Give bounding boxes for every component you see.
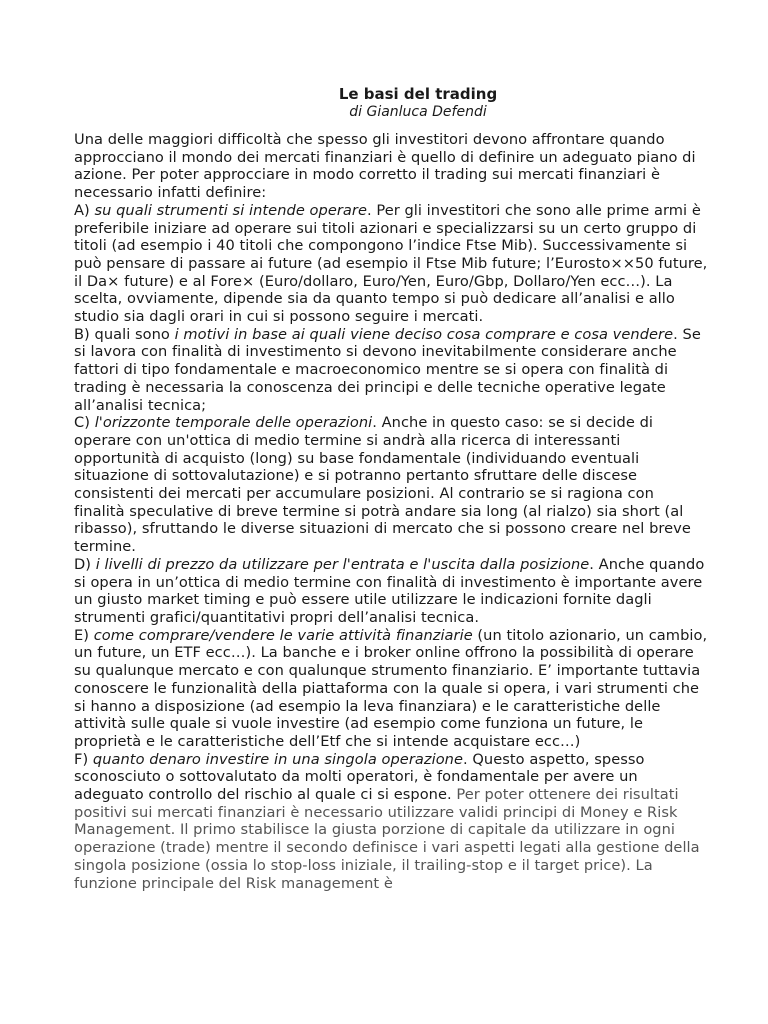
point-c — [74, 414, 708, 556]
point-a-text: . Per gli investitori che sono alle prime armi è preferibile iniziare ad operare sui titoli azionari e specializzarsi su un certo gruppo di titoli (ad esempio i 40 titoli che compongono l’indice Ftse Mib). Successivamente si può pensare di passare ai future (ad esempio il Ftse Mib future; l’Eurosto××50 future, il Da× future) e al Fore× (Euro/dollaro, Euro/Yen, Euro/Gbp, Dollaro/Yen ecc…). La scelta, ovviamente, dipende sia da quanto tempo si può dedicare all’analisi e allo studio sia dagli orari in cui si possono seguire i mercati. — [74, 201, 708, 326]
point-d-prefix: D) — [74, 555, 96, 573]
point-b-italic: i motivi in base ai quali viene deciso cosa comprare e cosa vendere — [174, 325, 674, 343]
document-author: di Gianluca Defendi — [349, 104, 487, 120]
point-f-italic: quanto denaro investire in una singola operazione — [92, 750, 463, 768]
point-b — [74, 326, 708, 415]
point-f-prefix: F) — [74, 750, 93, 768]
point-a — [74, 202, 708, 326]
document-body — [74, 131, 708, 892]
point-d-text: . Anche quando si opera in un’ottica di medio termine con finalità di investimento è importante avere un giusto market timing e può essere utile utilizzare le indicazioni fornite dagli strumenti grafici/quantitativi propri dell’analisi tecnica. — [74, 555, 705, 626]
point-c-prefix: C) — [74, 414, 95, 432]
point-e-italic: come comprare/vendere le varie attività finanziarie — [93, 626, 473, 644]
point-d — [74, 556, 708, 627]
point-b-prefix: B) — [74, 325, 95, 343]
point-d-italic: i livelli di prezzo da utilizzare per l'entrata e l'uscita dalla posizione — [95, 555, 590, 573]
point-c-italic: l'orizzonte temporale delle operazioni — [94, 414, 373, 432]
money-risk-management-text: Per poter ottenere dei risultati positivi sui mercati finanziari è necessario utilizzare validi principi di Money e Risk Management. Il primo stabilisce la giusta porzione di capitale da utilizzare in ogni operazione (trade) mentre il secondo definisce i vari aspetti legati alla gestione della singola posizione (ossia lo stop-loss iniziale, il trailing-stop e il target price). La funzione principale del Risk management è — [74, 786, 700, 892]
point-f-text: . Questo aspetto, spesso sconosciuto o sottovalutato da molti operatori, è fondamentale per avere un adeguato controllo del rischio al quale ci si espone. — [74, 750, 645, 804]
point-f — [74, 751, 708, 893]
point-b-lead: quali sono — [94, 325, 175, 343]
point-e-prefix: E) — [74, 626, 94, 644]
document-title: Le basi del trading — [338, 85, 498, 103]
point-c-text: . Anche in questo caso: se si decide di operare con un'ottica di medio termine si andrà alla ricerca di interessanti opportunità di acquisto (long) su base fondamentale (individuando eventuali situazione di sottovalutazione) e si potranno pertanto sfruttare delle discese consistenti dei mercati per accumulare posizioni. Al contrario se si ragiona con finalità speculative di breve termine si potrà andare sia long (al rialzo) sia short (al ribasso), sfruttando le diverse situazioni di mercato che si possono creare nel breve termine. — [74, 414, 691, 556]
point-a-italic: su quali strumenti si intende operare — [94, 201, 367, 219]
point-a-prefix: A) — [74, 201, 95, 219]
intro-paragraph: Una delle maggiori difficoltà che spesso gli investitori devono affrontare quando approcciano il mondo dei mercati finanziari è quello di definire un adeguato piano di azione. Per poter approcciare in modo corretto il trading sui mercati finanziari è necessario infatti definire: — [74, 131, 696, 202]
point-e — [74, 627, 708, 751]
point-e-text: (un titolo azionario, un cambio, un future, un ETF ecc…). La banche e i broker online offrono la possibilità di operare su qualunque mercato e con qualunque strumento finanziario. E’ importante tuttavia conoscere le funzionalità della piattaforma con la quale si opera, i vari strumenti che si hanno a disposizione (ad esempio la leva finanziara) e le caratteristiche delle attività sulle quale si vuole investire (ad esempio come funziona un future, le proprietà e le caratteristiche dell’Etf che si intende acquistare ecc…) — [74, 626, 708, 750]
point-b-text: . Se si lavora con finalità di investimento si devono inevitabilmente considerare anche fattori di tipo fondamentale e macroeconomico mentre se si opera con finalità di trading è necessaria la conoscenza dei principi e delle tecniche operative legate all’analisi tecnica; — [74, 325, 701, 414]
